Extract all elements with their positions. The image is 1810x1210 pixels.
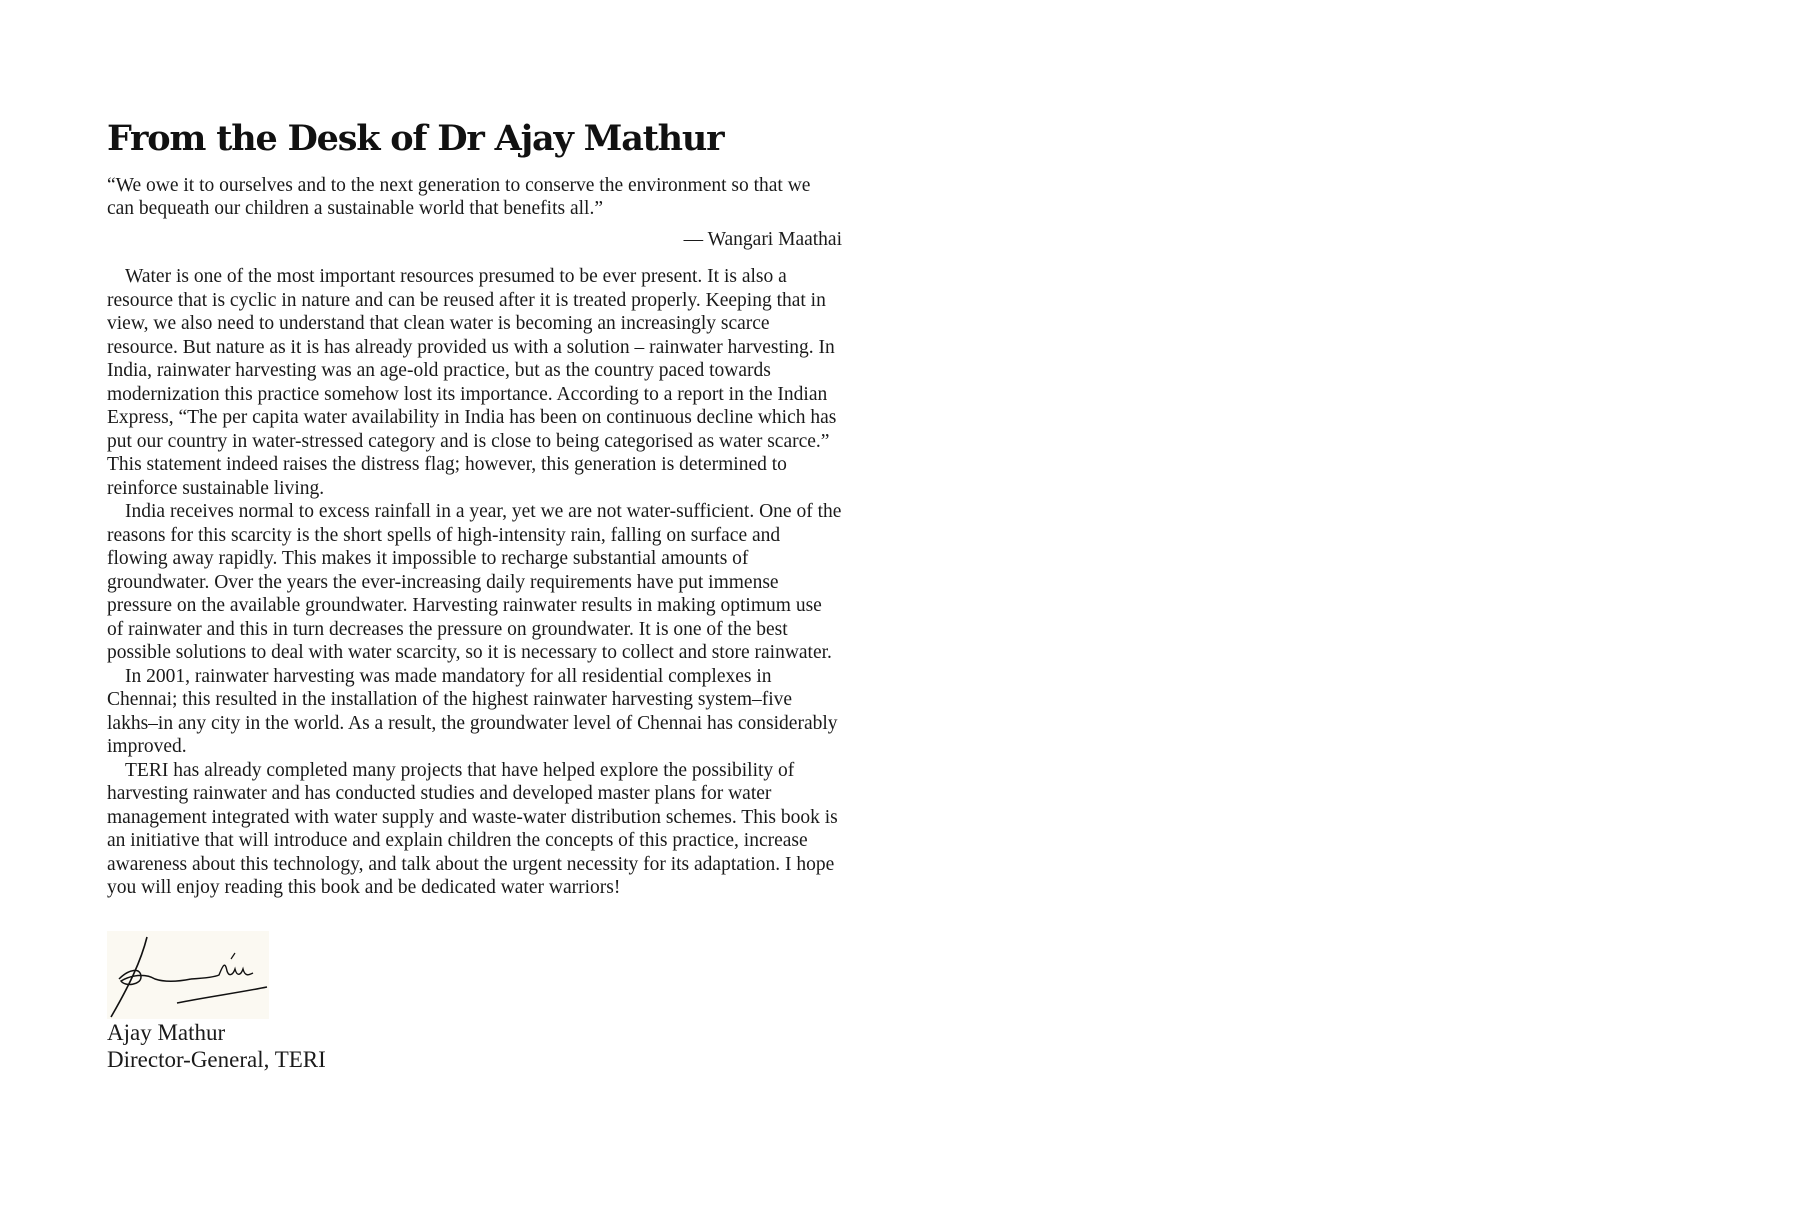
signature-icon xyxy=(107,931,269,1019)
body-paragraph: In 2001, rainwater harvesting was made mandatory for all residential complexes in Chennai; this resulted in the installation of the highest rainwater harvesting system–five lakhs–in any city in the world. As a result, the groundwater level of Chennai has considerably improved. xyxy=(107,665,838,757)
signatory-role: Director-General, TERI xyxy=(107,1046,326,1072)
epigraph-author: — Wangari Maathai xyxy=(683,229,842,250)
signatory-name: Ajay Mathur xyxy=(107,1019,226,1045)
page-title: From the Desk of Dr Ajay Mathur xyxy=(107,118,724,159)
body-paragraph: TERI has already completed many projects that have helped explore the possibility of harvesting rainwater and has conducted studies and developed master plans for water management integrated with water supply and waste-water distribution schemes. This book is an initiative that will introduce and explain children the concepts of this practice, increase awareness about this technology, and talk about the urgent necessity for its adaptation. I hope you will enjoy reading this book and be dedicated water warriors! xyxy=(107,759,838,898)
letter-body xyxy=(107,265,842,900)
body-paragraph: India receives normal to excess rainfall in a year, yet we are not water-sufficient. One of the reasons for this scarcity is the short spells of high-intensity rain, falling on surface and flowing away rapidly. This makes it impossible to recharge substantial amounts of groundwater. Over the years the ever-increasing daily requirements have put immense pressure on the available groundwater. Harvesting rainwater results in making optimum use of rainwater and this in turn decreases the pressure on groundwater. It is one of the best possible solutions to deal with water scarcity, so it is necessary to collect and store rainwater. xyxy=(107,501,842,663)
epigraph-quote: “We owe it to ourselves and to the next generation to conserve the environment so that we can bequeath our children a sustainable world that benefits all.” xyxy=(107,175,811,219)
letter-page xyxy=(107,118,842,1073)
body-paragraph: Water is one of the most important resources presumed to be ever present. It is also a resource that is cyclic in nature and can be reused after it is treated properly. Keeping that in view, we also need to understand that clean water is becoming an increasingly scarce resource. But nature as it is has already provided us with a solution – rainwater harvesting. In India, rainwater harvesting was an age-old practice, but as the country paced towards modernization this practice somehow lost its importance. According to a report in the Indian Express, “The per capita water availability in India has been on continuous decline which has put our country in water-stressed category and is close to being categorised as water scarce.” This statement indeed raises the distress flag; however, this generation is determined to reinforce sustainable living. xyxy=(107,266,837,499)
